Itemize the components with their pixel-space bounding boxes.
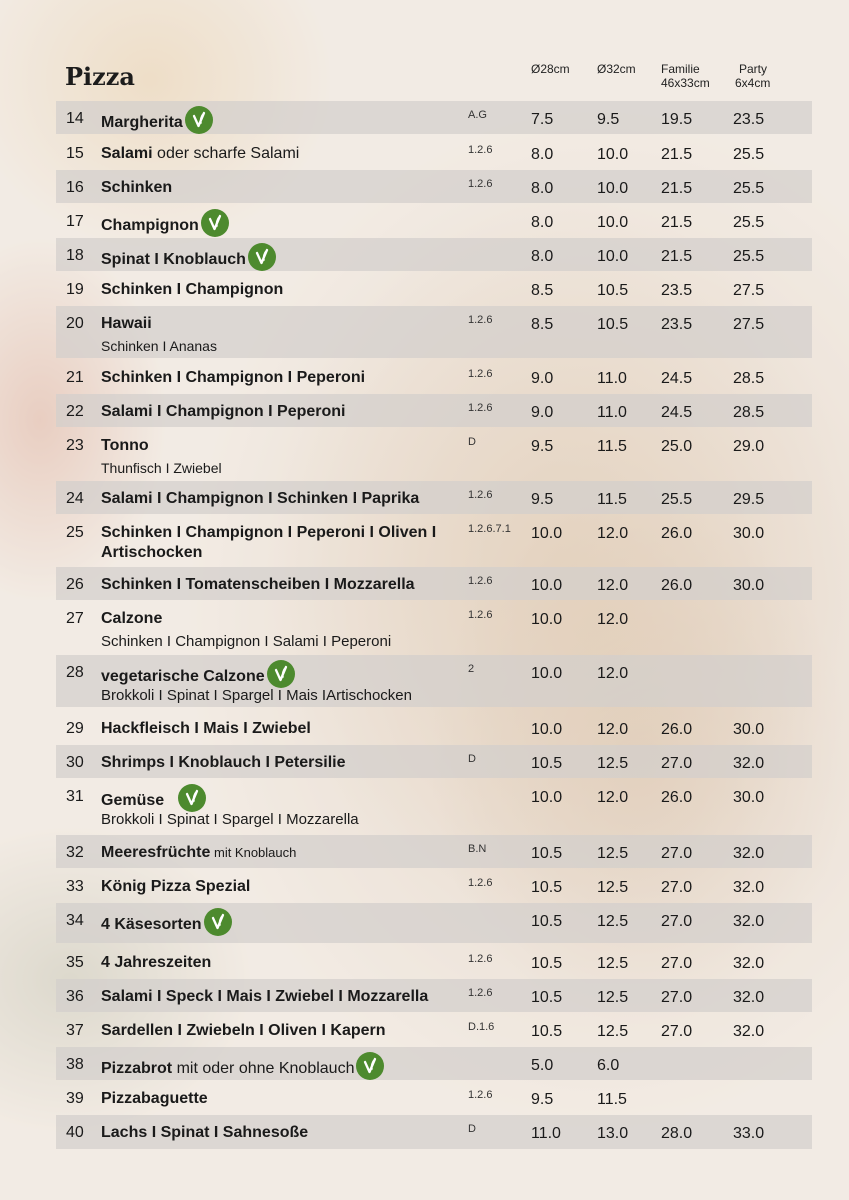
menu-item-row — [56, 1013, 812, 1046]
item-price: 27.5 — [733, 282, 765, 299]
item-name: Schinken I Champignon I Peperoni — [101, 369, 366, 386]
item-price: 26.0 — [661, 525, 693, 542]
item-name-line — [101, 609, 162, 629]
item-name: Lachs I Spinat I Sahnesoße — [101, 1124, 309, 1141]
item-number: 22 — [66, 403, 84, 420]
item-number: 21 — [66, 369, 84, 386]
item-price: 25.5 — [733, 214, 765, 231]
item-price: 27.0 — [661, 879, 693, 896]
size-header-label: Party — [739, 62, 768, 76]
item-price: 11.5 — [597, 491, 627, 508]
item-name: Champignon — [101, 217, 199, 235]
item-number: 14 — [66, 110, 84, 127]
menu-item-row — [56, 481, 812, 514]
item-price: 21.5 — [661, 214, 693, 231]
item-number: 34 — [66, 912, 84, 929]
item-number: 28 — [66, 664, 84, 681]
item-price: 33.0 — [733, 1125, 765, 1142]
vegetarian-leaf-icon — [267, 660, 295, 688]
size-header-32cm — [597, 62, 636, 76]
item-name: Hawaii — [101, 315, 152, 332]
item-allergens: 2 — [468, 663, 475, 675]
item-name: vegetarische Calzone — [101, 668, 265, 686]
item-price: 25.5 — [733, 146, 765, 163]
item-price: 32.0 — [733, 755, 765, 772]
menu-item-row — [56, 101, 812, 134]
page-title: Pizza — [65, 62, 135, 91]
menu-item-row — [56, 945, 812, 978]
size-header-party — [735, 62, 770, 90]
item-name: Salami I Speck I Mais I Zwiebel I Mozzarella — [101, 988, 429, 1005]
item-name: Calzone — [101, 610, 163, 627]
item-name-line — [101, 368, 365, 388]
item-name: 4 Käsesorten — [101, 916, 202, 934]
item-name-line — [101, 1089, 208, 1109]
item-price: 30.0 — [733, 721, 765, 738]
menu-item-row — [56, 835, 812, 868]
item-name: Gemüse — [101, 792, 165, 810]
item-price: 19.5 — [661, 111, 693, 128]
item-name-line — [101, 436, 149, 456]
item-name-line — [101, 719, 311, 739]
item-price: 8.5 — [531, 282, 554, 299]
menu-item-row — [56, 238, 812, 271]
item-number: 26 — [66, 576, 84, 593]
item-price: 12.0 — [597, 789, 629, 806]
item-allergens: 1.2.6.7.1 — [468, 523, 511, 535]
item-name-line — [101, 523, 466, 563]
item-name-suffix: oder scharfe Salami — [152, 145, 300, 162]
item-price: 10.0 — [531, 789, 563, 806]
item-number: 40 — [66, 1124, 84, 1141]
size-header-familie — [661, 62, 710, 90]
item-name-line — [101, 489, 419, 509]
item-price: 7.5 — [531, 111, 554, 128]
item-name-line — [101, 877, 250, 897]
item-price: 23.5 — [661, 282, 693, 299]
item-number: 18 — [66, 247, 84, 264]
item-price: 24.5 — [661, 370, 693, 387]
menu-item-row — [56, 136, 812, 169]
item-name: Schinken I Tomatenscheiben I Mozzarella — [101, 576, 415, 593]
item-number: 23 — [66, 437, 84, 454]
item-allergens: 1.2.6 — [468, 368, 493, 380]
item-price: 30.0 — [733, 525, 765, 542]
item-price: 8.0 — [531, 248, 554, 265]
menu-item-row — [56, 869, 812, 902]
menu-item-row — [56, 655, 812, 707]
item-price: 30.0 — [733, 789, 765, 806]
size-header-28cm — [531, 62, 570, 76]
item-price: 9.5 — [531, 438, 554, 455]
vegetarian-leaf-icon — [248, 243, 276, 271]
item-price: 12.5 — [597, 955, 629, 972]
item-price: 10.0 — [531, 721, 563, 738]
item-allergens: D.1.6 — [468, 1021, 495, 1033]
menu-item-row — [56, 1081, 812, 1114]
menu-item-row — [56, 1047, 812, 1080]
item-name-suffix: mit Knoblauch — [210, 845, 297, 860]
item-number: 39 — [66, 1090, 84, 1107]
item-price: 27.0 — [661, 989, 693, 1006]
item-price: 27.0 — [661, 1023, 693, 1040]
item-price: 10.0 — [597, 146, 629, 163]
vegetarian-leaf-icon — [185, 106, 213, 134]
item-price: 32.0 — [733, 1023, 765, 1040]
item-allergens: 1.2.6 — [468, 1089, 493, 1101]
item-name: Schinken — [101, 179, 173, 196]
menu-item-row — [56, 903, 812, 943]
item-number: 25 — [66, 524, 84, 541]
item-price: 13.0 — [597, 1125, 629, 1142]
size-header-label: Ø32cm — [597, 62, 636, 76]
item-price: 21.5 — [661, 248, 693, 265]
item-price: 11.0 — [597, 370, 627, 387]
item-description: Schinken I Ananas — [101, 338, 217, 354]
item-allergens: 1.2.6 — [468, 144, 493, 156]
item-number: 19 — [66, 281, 84, 298]
item-name-line — [101, 1123, 308, 1143]
item-number: 32 — [66, 844, 84, 861]
item-name: Tonno — [101, 437, 149, 454]
item-name-line — [101, 987, 428, 1007]
item-price: 10.5 — [531, 913, 563, 930]
item-price: 5.0 — [531, 1057, 554, 1074]
item-name-line — [101, 178, 172, 198]
item-name: Schinken I Champignon I Peperoni I Oliven I Artischocken — [101, 524, 437, 561]
item-name: Shrimps I Knoblauch I Petersilie — [101, 754, 346, 771]
item-allergens: 1.2.6 — [468, 314, 493, 326]
item-price: 32.0 — [733, 989, 765, 1006]
menu-item-row — [56, 979, 812, 1012]
item-price: 28.5 — [733, 404, 765, 421]
item-description: Thunfisch I Zwiebel — [101, 460, 222, 476]
vegetarian-leaf-icon — [356, 1052, 384, 1080]
item-price: 11.5 — [597, 438, 627, 455]
item-price: 6.0 — [597, 1057, 620, 1074]
item-price: 32.0 — [733, 879, 765, 896]
item-price: 27.0 — [661, 845, 693, 862]
item-price: 12.0 — [597, 611, 629, 628]
item-name-line — [101, 280, 283, 300]
item-name: Pizzabrot — [101, 1060, 173, 1078]
item-price: 28.5 — [733, 370, 765, 387]
item-description: Brokkoli I Spinat I Spargel I Mozzarella — [101, 811, 359, 828]
item-price: 24.5 — [661, 404, 693, 421]
item-number: 38 — [66, 1056, 84, 1073]
item-allergens: 1.2.6 — [468, 987, 493, 999]
item-price: 21.5 — [661, 180, 693, 197]
item-price: 9.5 — [597, 111, 620, 128]
item-number: 16 — [66, 179, 84, 196]
item-price: 10.5 — [531, 755, 563, 772]
item-name: Meeresfrüchte — [101, 844, 211, 861]
item-price: 10.0 — [531, 577, 563, 594]
item-price: 32.0 — [733, 845, 765, 862]
item-name-line — [101, 109, 213, 137]
item-price: 10.5 — [531, 1023, 563, 1040]
item-allergens: 1.2.6 — [468, 402, 493, 414]
item-name-line — [101, 246, 276, 274]
item-price: 11.0 — [531, 1125, 561, 1142]
item-name: 4 Jahreszeiten — [101, 954, 212, 971]
item-price: 25.0 — [661, 438, 693, 455]
item-name-line — [101, 1021, 386, 1041]
item-name-line — [101, 314, 152, 334]
item-name: Margherita — [101, 114, 183, 132]
item-price: 12.0 — [597, 577, 629, 594]
item-price: 21.5 — [661, 146, 693, 163]
item-price: 25.5 — [733, 180, 765, 197]
item-price: 23.5 — [661, 316, 693, 333]
menu-item-row — [56, 170, 812, 203]
item-price: 12.5 — [597, 879, 629, 896]
item-price: 10.5 — [531, 989, 563, 1006]
item-number: 30 — [66, 754, 84, 771]
item-price: 26.0 — [661, 721, 693, 738]
item-name: Sardellen I Zwiebeln I Oliven I Kapern — [101, 1022, 386, 1039]
item-allergens: B.N — [468, 843, 487, 855]
size-header-label: Familie — [661, 62, 700, 76]
item-allergens: 1.2.6 — [468, 489, 493, 501]
item-allergens: D — [468, 436, 476, 448]
item-price: 10.5 — [597, 282, 629, 299]
item-name-line — [101, 953, 211, 973]
item-price: 12.0 — [597, 721, 629, 738]
item-number: 37 — [66, 1022, 84, 1039]
item-price: 11.5 — [597, 1091, 627, 1108]
size-header-label: Ø28cm — [531, 62, 570, 76]
item-price: 29.5 — [733, 491, 765, 508]
item-allergens: 1.2.6 — [468, 575, 493, 587]
item-number: 24 — [66, 490, 84, 507]
item-name-line — [101, 911, 232, 939]
menu-item-row — [56, 272, 812, 305]
item-allergens: D — [468, 1123, 476, 1135]
item-price: 10.0 — [597, 214, 629, 231]
item-allergens: A.G — [468, 109, 487, 121]
menu-item-row — [56, 779, 812, 831]
item-price: 30.0 — [733, 577, 765, 594]
item-allergens: 1.2.6 — [468, 953, 493, 965]
item-price: 28.0 — [661, 1125, 693, 1142]
item-number: 29 — [66, 720, 84, 737]
item-name-line — [101, 843, 296, 863]
item-price: 25.5 — [733, 248, 765, 265]
item-description: Schinken I Champignon I Salami I Peperoni — [101, 633, 392, 650]
menu-item-row — [56, 745, 812, 778]
size-headers — [0, 62, 849, 98]
item-price: 27.5 — [733, 316, 765, 333]
menu-item-row — [56, 1115, 812, 1149]
menu-item-row — [56, 711, 812, 744]
item-price: 26.0 — [661, 789, 693, 806]
item-price: 12.0 — [597, 665, 629, 682]
menu-item-row — [56, 428, 812, 480]
item-price: 12.5 — [597, 845, 629, 862]
item-name-line — [101, 575, 415, 595]
item-number: 15 — [66, 145, 84, 162]
item-allergens: 1.2.6 — [468, 178, 493, 190]
item-price: 8.0 — [531, 146, 554, 163]
item-name-line — [101, 144, 299, 164]
item-number: 31 — [66, 788, 84, 805]
size-header-dimensions: 6x4cm — [735, 76, 771, 90]
item-number: 20 — [66, 315, 84, 332]
item-price: 10.0 — [531, 611, 563, 628]
item-price: 9.5 — [531, 491, 554, 508]
item-price: 10.0 — [531, 525, 563, 542]
item-number: 35 — [66, 954, 84, 971]
item-price: 8.0 — [531, 180, 554, 197]
menu-item-row — [56, 306, 812, 358]
item-number: 33 — [66, 878, 84, 895]
item-number: 27 — [66, 610, 84, 627]
item-name: Salami I Champignon I Schinken I Paprika — [101, 490, 420, 507]
menu-item-row — [56, 601, 812, 653]
item-price: 8.0 — [531, 214, 554, 231]
item-name-suffix: mit oder ohne Knoblauch — [172, 1060, 355, 1078]
item-name: Pizzabaguette — [101, 1090, 208, 1107]
item-description: Brokkoli I Spinat I Spargel I Mais IArtischocken — [101, 687, 412, 704]
item-price: 32.0 — [733, 955, 765, 972]
menu-item-row — [56, 567, 812, 600]
item-name-line — [101, 212, 229, 240]
item-price: 29.0 — [733, 438, 765, 455]
item-price: 27.0 — [661, 955, 693, 972]
item-price: 23.5 — [733, 111, 765, 128]
item-allergens: D — [468, 753, 476, 765]
item-price: 9.0 — [531, 370, 554, 387]
item-name: Hackfleisch I Mais I Zwiebel — [101, 720, 311, 737]
item-name: Salami I Champignon I Peperoni — [101, 403, 346, 420]
item-name: Schinken I Champignon — [101, 281, 284, 298]
item-price: 10.5 — [531, 845, 563, 862]
item-name: Salami — [101, 145, 153, 162]
vegetarian-leaf-icon — [204, 908, 232, 936]
item-allergens: 1.2.6 — [468, 609, 493, 621]
item-number: 36 — [66, 988, 84, 1005]
item-name-line — [101, 402, 345, 422]
item-price: 10.5 — [531, 955, 563, 972]
item-price: 32.0 — [733, 913, 765, 930]
item-price: 12.5 — [597, 755, 629, 772]
item-price: 9.0 — [531, 404, 554, 421]
item-price: 26.0 — [661, 577, 693, 594]
item-price: 10.5 — [597, 316, 629, 333]
item-name: Spinat I Knoblauch — [101, 251, 246, 269]
item-price: 10.0 — [531, 665, 563, 682]
item-price: 12.5 — [597, 913, 629, 930]
item-price: 12.0 — [597, 525, 629, 542]
item-price: 27.0 — [661, 755, 693, 772]
item-price: 10.5 — [531, 879, 563, 896]
item-price: 25.5 — [661, 491, 693, 508]
vegetarian-leaf-icon — [201, 209, 229, 237]
item-price: 12.5 — [597, 989, 629, 1006]
item-price: 27.0 — [661, 913, 693, 930]
item-price: 10.0 — [597, 180, 629, 197]
menu-item-row — [56, 394, 812, 427]
item-number: 17 — [66, 213, 84, 230]
menu-item-row — [56, 515, 812, 567]
item-price: 11.0 — [597, 404, 627, 421]
vegetarian-leaf-icon — [178, 784, 206, 812]
item-name-line — [101, 1055, 384, 1083]
item-price: 8.5 — [531, 316, 554, 333]
item-allergens: 1.2.6 — [468, 877, 493, 889]
menu-item-row — [56, 204, 812, 237]
size-header-dimensions: 46x33cm — [661, 76, 710, 90]
menu-item-row — [56, 360, 812, 393]
item-name-line — [101, 753, 346, 773]
item-price: 9.5 — [531, 1091, 554, 1108]
item-price: 12.5 — [597, 1023, 629, 1040]
item-price: 10.0 — [597, 248, 629, 265]
item-name: König Pizza Spezial — [101, 878, 251, 895]
